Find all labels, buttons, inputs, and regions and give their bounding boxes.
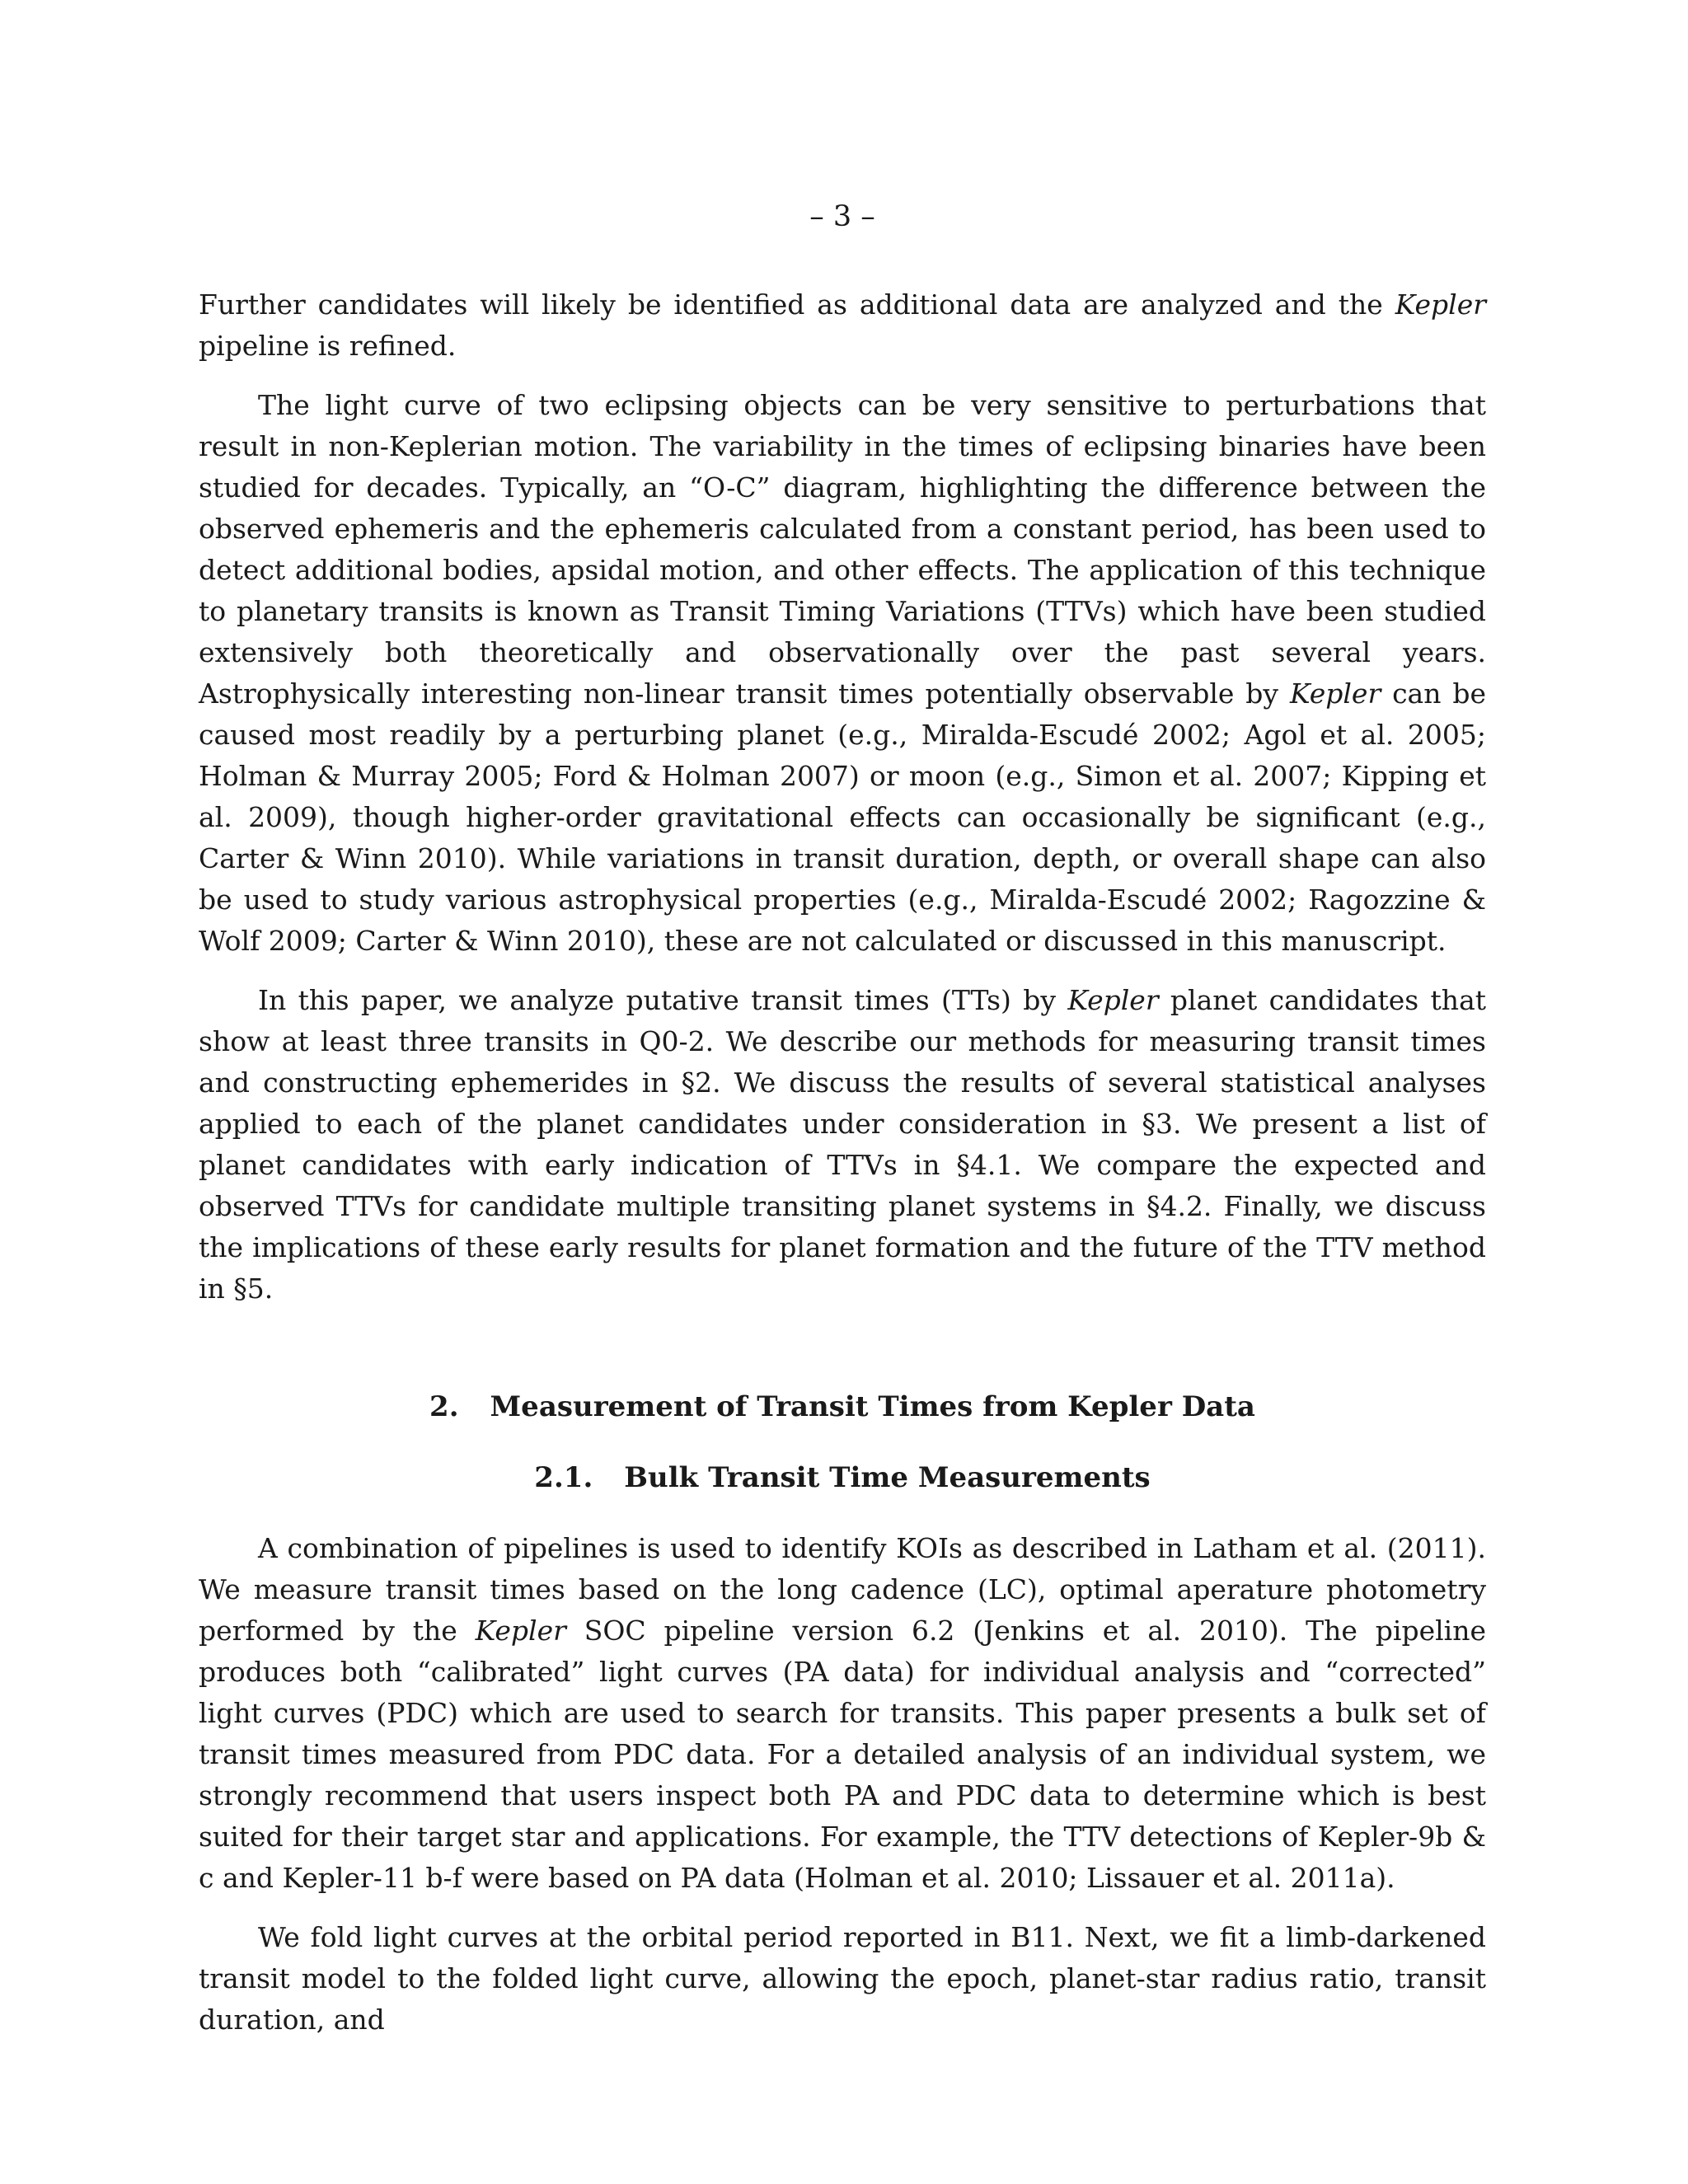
paragraph-2 (199, 385, 1486, 962)
paper-page (199, 196, 1486, 2059)
paragraph-5: We fold light curves at the orbital period reported in B11. Next, we fit a limb-darkened transit model to the folded light curve, allowing the epoch, planet-star radius ratio, transit duration, and (199, 1921, 1486, 2036)
kepler-italic: Kepler (475, 1615, 566, 1647)
paragraph-1-text-b: pipeline is refined. (199, 330, 457, 362)
paragraph-1-text-a: Further candidates will likely be identified as additional data are analyzed and the (199, 288, 1395, 321)
subsection-number: 2.1. (534, 1461, 593, 1494)
page-number: – 3 – (809, 200, 875, 233)
paragraph-2-text-b: can be caused most readily by a perturbing planet (e.g., Miralda-Escudé 2002; Agol et al. 2005; Holman & Murray 2005; Ford & Holman 2007) or moon (e.g., Simon et al. 2007; Kipping et al. 2009), though higher-order gravitational effects can occasionally be significant (e.g., Carter & Winn 2010). While variations in transit duration, depth, or overall shape can also be used to study various astrophysical properties (e.g., Miralda-Escudé 2002; Ragozzine & Wolf 2009; Carter & Winn 2010), these are not calculated or discussed in this manuscript. (199, 677, 1486, 957)
paragraph-4-text-a: A combination of pipelines is used to identify KOIs as described in Latham et al. (2011). We measure transit times based on the long cadence (LC), optimal aperature photometry performed by the (199, 1532, 1486, 1647)
subsection-title: Bulk Transit Time Measurements (624, 1461, 1151, 1494)
section-title: Measurement of Transit Times from Kepler Data (490, 1390, 1255, 1423)
subsection-heading (199, 1457, 1486, 1498)
paragraph-2-text-a: The light curve of two eclipsing objects can be very sensitive to perturbations that result in non-Keplerian motion. The variability in the times of eclipsing binaries have been studied for decades. Typically, an “O-C” diagram, highlighting the difference between the observed ephemeris and the ephemeris calculated from a constant period, has been used to detect additional bodies, apsidal motion, and other effects. The application of this technique to planetary transits is known as Transit Timing Variations (TTVs) which have been studied extensively both theoretically and observationally over the past several years. Astrophysically interesting non-linear transit times potentially observable by (199, 389, 1486, 710)
kepler-italic: Kepler (1395, 288, 1486, 321)
paragraph-4-text-b: SOC pipeline version 6.2 (Jenkins et al. 2010). The pipeline produces both “calibrated” light curves (PA data) for individual analysis and “corrected” light curves (PDC) which are used to search for transits. This paper presents a bulk set of transit times measured from PDC data. For a detailed analysis of an individual system, we strongly recommend that users inspect both PA and PDC data to determine which is best suited for their target star and applications. For example, the TTV detections of Kepler-9b & c and Kepler-11 b-f were based on PA data (Holman et al. 2010; Lissauer et al. 2011a). (199, 1615, 1487, 1894)
paragraph-3-text-b: planet candidates that show at least three transits in Q0-2. We describe our methods for measuring transit times and constructing ephemerides in §2. We discuss the results of several statistical analyses applied to each of the planet candidates under consideration in §3. We present a list of planet candidates with early indication of TTVs in §4.1. We compare the expected and observed TTVs for candidate multiple transiting planet systems in §4.2. Finally, we discuss the implications of these early results for planet formation and the future of the TTV method in §5. (199, 984, 1487, 1305)
section-number: 2. (429, 1390, 459, 1423)
paragraph-4 (199, 1528, 1486, 1899)
paragraph-3-text-a: In this paper, we analyze putative transit times (TTs) by (258, 984, 1068, 1016)
paragraph-3 (199, 980, 1486, 1310)
kepler-italic: Kepler (1289, 677, 1381, 710)
kepler-italic: Kepler (1067, 984, 1159, 1016)
section-heading (199, 1386, 1486, 1427)
paragraph-1 (199, 284, 1486, 367)
